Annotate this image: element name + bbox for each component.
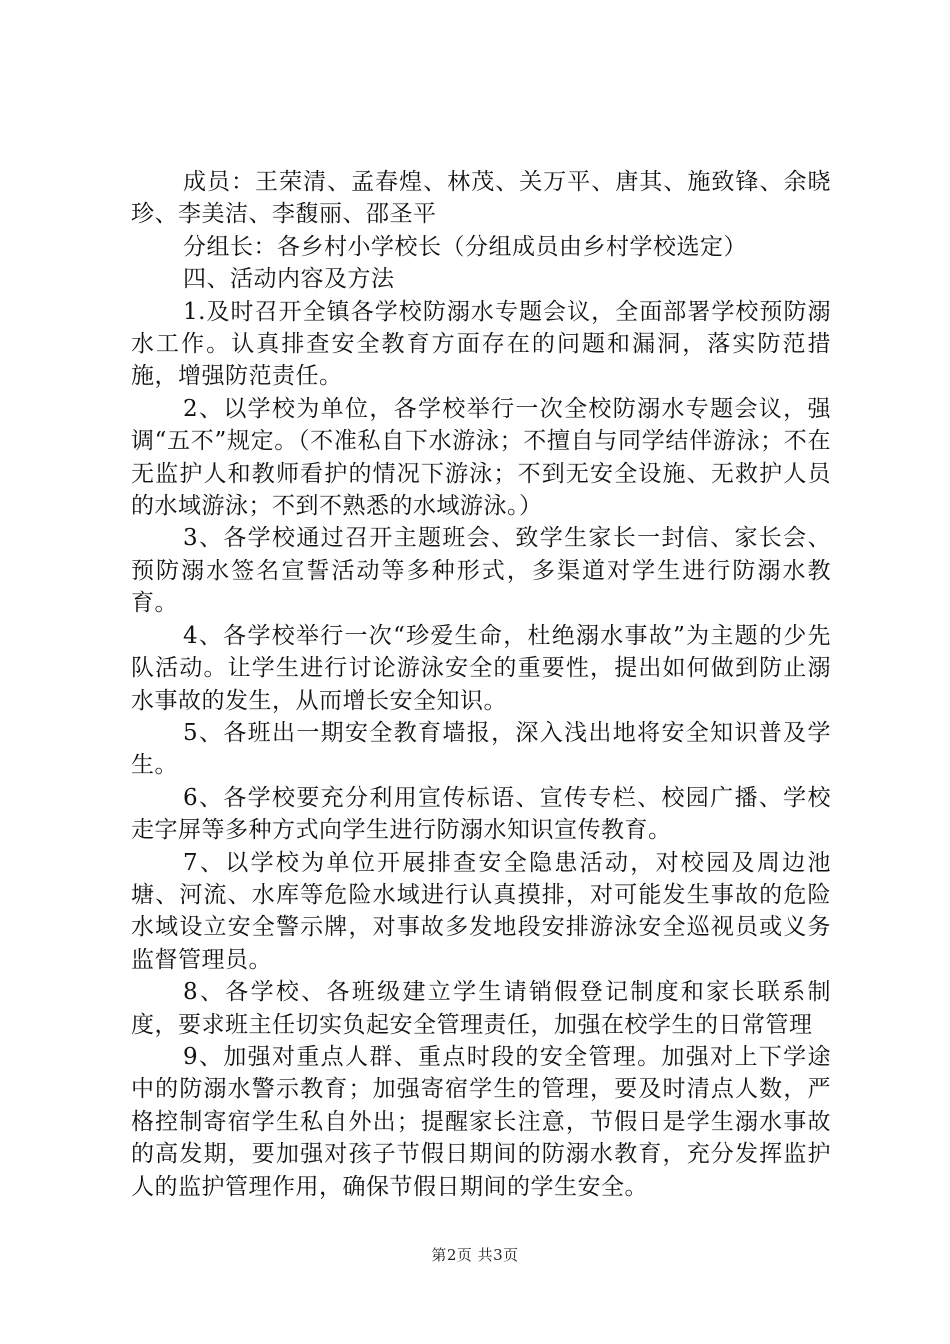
- paragraph-item-2: 2、以学校为单位，各学校举行一次全校防溺水专题会议，强调“五不”规定。（不准私自下水游泳；不擅自与同学结伴游泳；不在无监护人和教师看护的情况下游泳；不到无安全设施、无救护人员的水域游泳；不到不熟悉的水域游泳。）: [131, 395, 831, 520]
- section-heading-activities: 四、活动内容及方法: [183, 266, 395, 293]
- paragraph-members: 成员：王荣清、孟春煌、林茂、关万平、唐其、施致锋、余晓珍、李美洁、李馥丽、邵圣平: [131, 169, 831, 228]
- page-number-footer: 第2页 共3页: [431, 1246, 519, 1264]
- paragraph-item-7: 7、以学校为单位开展排查安全隐患活动，对校园及周边池塘、河流、水库等危险水域进行认真摸排，对可能发生事故的危险水域设立安全警示牌，对事故多发地段安排游泳安全巡视员或义务监督管理员。: [131, 849, 831, 973]
- paragraph-group-leader: 分组长：各乡村小学校长（分组成员由乡村学校选定）: [183, 233, 747, 260]
- paragraph-item-3: 3、各学校通过召开主题班会、致学生家长一封信、家长会、预防溺水签名宣誓活动等多种形式，多渠道对学生进行防溺水教育。: [131, 525, 831, 617]
- paragraph-item-4: 4、各学校举行一次“珍爱生命，杜绝溺水事故”为主题的少先队活动。让学生进行讨论游泳安全的重要性，提出如何做到防止溺水事故的发生，从而增长安全知识。: [131, 622, 831, 714]
- paragraph-item-6: 6、各学校要充分利用宣传标语、宣传专栏、校园广播、学校走字屏等多种方式向学生进行防溺水知识宣传教育。: [131, 784, 831, 844]
- paragraph-item-5: 5、各班出一期安全教育墙报，深入浅出地将安全知识普及学生。: [131, 719, 831, 779]
- paragraph-item-9: 9、加强对重点人群、重点时段的安全管理。加强对上下学途中的防溺水警示教育；加强寄宿学生的管理，要及时清点人数，严格控制寄宿学生私自外出；提醒家长注意，节假日是学生溺水事故的高发期，要加强对孩子节假日期间的防溺水教育，充分发挥监护人的监护管理作用，确保节假日期间的学生安全。: [131, 1043, 831, 1200]
- paragraph-item-8: 8、各学校、各班级建立学生请销假登记制度和家长联系制度，要求班主任切实负起安全管理责任，加强在校学生的日常管理: [131, 979, 831, 1038]
- document-body: [131, 166, 831, 1203]
- paragraph-item-1: 1.及时召开全镇各学校防溺水专题会议，全面部署学校预防溺水工作。认真排查安全教育方面存在的问题和漏洞，落实防范措施，增强防范责任。: [131, 298, 831, 390]
